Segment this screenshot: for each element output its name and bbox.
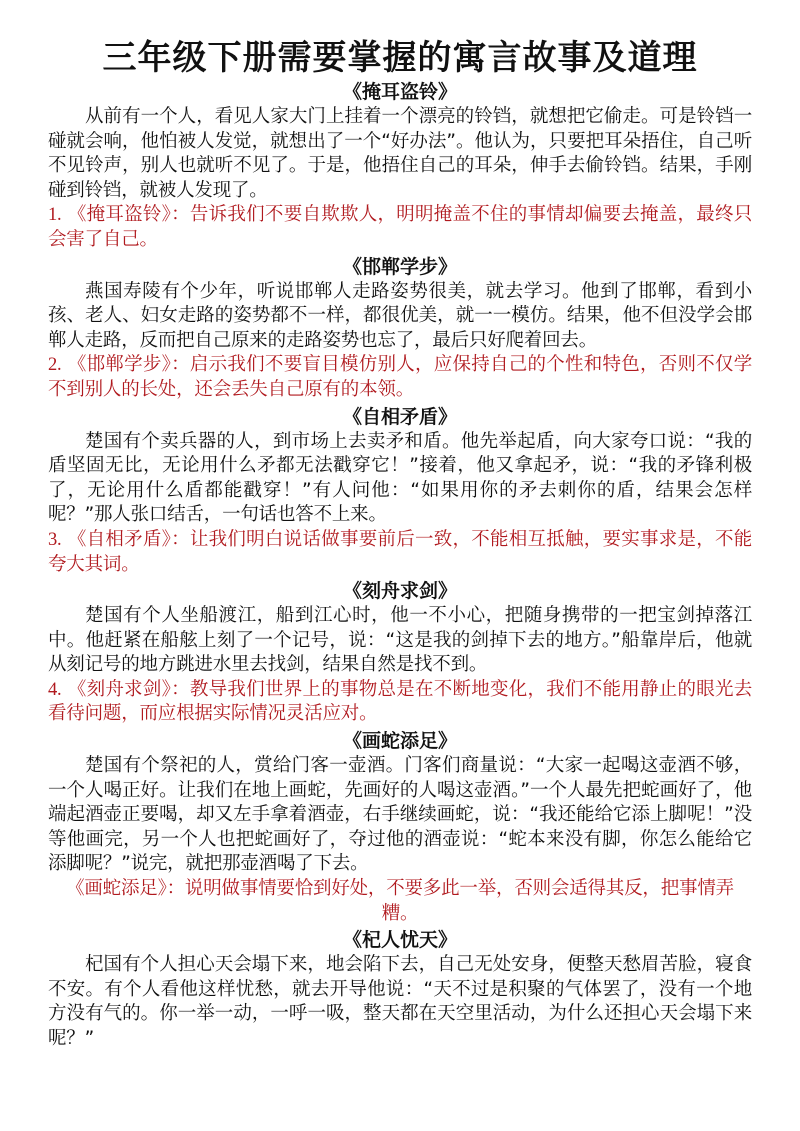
story-zi-xiang-mao-dun — [48, 405, 752, 578]
story-body: 楚国有个卖兵器的人，到市场上去卖矛和盾。他先举起盾，向大家夸口说：“我的盾坚固无比，无论用什么矛都无法戳穿它！”接着，他又拿起矛，说：“我的矛锋利极了，无论用什么盾都能戳穿！”有人问他：“如果用你的矛去刺你的盾，结果会怎样呢？”那人张口结舌，一句话也答不上来。 — [48, 430, 752, 526]
story-moral — [48, 528, 752, 577]
story-moral — [48, 678, 752, 727]
story-title: 《刻舟求剑》 — [342, 580, 457, 603]
moral-number: 2. — [48, 355, 62, 376]
story-moral — [48, 203, 752, 252]
story-body: 楚国有个人坐船渡江，船到江心时，他一不小心，把随身携带的一把宝剑掉落江中。他赶紧在船舷上刻了一个记号，说：“这是我的剑掉下去的地方。”船靠岸后，他就从刻记号的地方跳进水里去找剑，结果自然是找不到。 — [48, 605, 752, 676]
moral-text: 《邯郸学步》：启示我们不要盲目模仿别人，应保持自己的个性和特色，否则不仅学不到别人的长处，还会丢失自己原有的本领。 — [48, 354, 752, 400]
story-body: 杞国有个人担心天会塌下来，地会陷下去，自己无处安身，便整天愁眉苦脸，寝食不安。有个人看他这样忧愁，就去开导他说：“天不过是积聚的气体罢了，没有一个地方没有气的。你一举一动，一呼一吸，整天都在天空里活动，为什么还担心天会塌下来呢？” — [48, 954, 752, 1049]
moral-text: 《掩耳盗铃》：告诉我们不要自欺欺人，明明掩盖不住的事情却偏要去掩盖，最终只会害了自己。 — [48, 204, 752, 250]
story-body: 燕国寿陵有个少年，听说邯郸人走路姿势很美，就去学习。他到了邯郸，看到小孩、老人、妇女走路的姿势都不一样，都很优美，就一一模仿。结果，他不但没学会邯郸人走路，反而把自己原来的走路姿势也忘了，最后只好爬着回去。 — [48, 280, 752, 351]
story-ke-zhou-qiu-jian — [48, 579, 752, 727]
document-title: 三年级下册需要掌握的寓言故事及道理 — [102, 38, 698, 78]
moral-text: 《刻舟求剑》：教导我们世界上的事物总是在不断地变化，我们不能用静止的眼光去看待问题，而应根据实际情况灵活应对。 — [48, 678, 752, 725]
story-moral — [48, 353, 752, 402]
moral-text: 《画蛇添足》：说明做事情要恰到好处，不要多此一举，否则会适得其反，把事情弄糟。 — [66, 878, 734, 924]
moral-number: 3. — [48, 529, 62, 550]
story-hua-she-tian-zu — [48, 729, 752, 926]
story-title: 《掩耳盗铃》 — [342, 81, 457, 103]
story-han-dan-xue-bu — [48, 255, 752, 403]
moral-number: 1. — [48, 205, 62, 226]
story-title: 《自相矛盾》 — [342, 405, 457, 428]
story-body: 楚国有个祭祀的人，赏给门客一壶酒。门客们商量说：“大家一起喝这壶酒不够，一个人喝正好。让我们在地上画蛇，先画好的人喝这壶酒。”一个人最先把蛇画好了，他端起酒壶正要喝，却又左手拿着酒壶，右手继续画蛇，说：“我还能给它添上脚呢！”没等他画完，另一个人也把蛇画好了，夺过他的酒壶说：“蛇本来没有脚，你怎么能给它添脚呢？”说完，就把那壶酒喝了下去。 — [48, 755, 752, 875]
moral-number: 4. — [48, 679, 62, 700]
story-moral — [48, 877, 752, 926]
story-body: 从前有一个人，看见人家大门上挂着一个漂亮的铃铛，就想把它偷走。可是铃铛一碰就会响，他怕被人发觉，就想出了一个“好办法”。他认为，只要把耳朵捂住，自己听不见铃声，别人也就听不见了。于是，他捂住自己的耳朵，伸手去偷铃铛。结果，手刚碰到铃铛，就被人发现了。 — [48, 106, 752, 201]
story-yan-er-dao-ling — [48, 80, 752, 253]
story-title: 《画蛇添足》 — [342, 730, 457, 753]
moral-text: 《自相矛盾》：让我们明白说话做事要前后一致，不能相互抵触，要实事求是，不能夸大其词。 — [48, 528, 752, 575]
story-title: 《杞人忧天》 — [342, 929, 457, 952]
story-qi-ren-you-tian — [48, 928, 752, 1051]
story-title: 《邯郸学步》 — [342, 255, 457, 278]
